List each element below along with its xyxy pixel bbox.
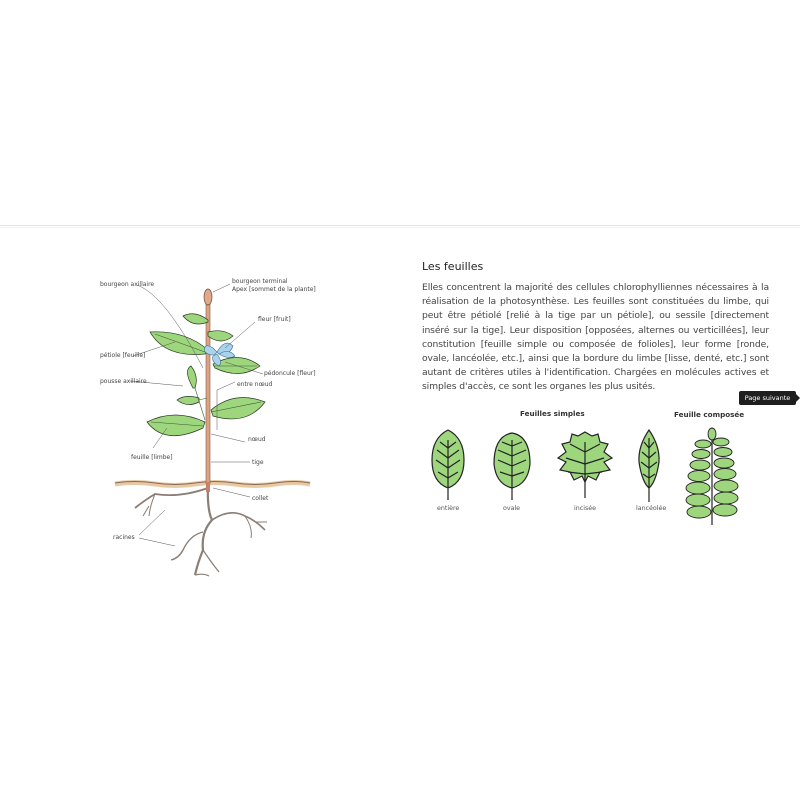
next-page-tooltip[interactable]: Page suivante bbox=[739, 391, 796, 405]
leaf-label-incisee: incisée bbox=[574, 505, 596, 512]
label-fleur: fleur [fruit] bbox=[258, 316, 291, 323]
label-entre-noeud: entre nœud bbox=[237, 381, 273, 388]
label-petiole: pétiole [feuille] bbox=[100, 352, 146, 359]
label-racines: racines bbox=[113, 534, 135, 541]
label-pousse-axillaire: pousse axillaire bbox=[100, 378, 147, 385]
page-top-divider-shadow bbox=[0, 227, 800, 228]
leaf-label-ovale: ovale bbox=[503, 505, 521, 512]
label-collet: collet bbox=[252, 495, 269, 502]
leaf-types-illustration bbox=[420, 420, 800, 530]
label-feuille-limbe: feuille [limbe] bbox=[131, 454, 173, 461]
label-tige: tige bbox=[252, 459, 264, 466]
leaf-label-lanceolee: lancéolée bbox=[636, 505, 667, 512]
label-noeud: nœud bbox=[248, 436, 266, 443]
heading-feuilles-simples: Feuilles simples bbox=[520, 409, 585, 418]
label-bourgeon-terminal: bourgeon terminal bbox=[232, 278, 288, 285]
heading-feuille-composee: Feuille composée bbox=[674, 410, 745, 419]
label-bourgeon-axillaire: bourgeon axillaire bbox=[100, 281, 155, 288]
label-pedoncule: pédoncule [fleur] bbox=[264, 370, 316, 377]
section-title: Les feuilles bbox=[422, 260, 484, 273]
leaf-label-entiere: entière bbox=[437, 505, 460, 512]
section-paragraph: Elles concentrent la majorité des cellules chlorophylliennes nécessaires à la réalisation de la photosynthèse. Les feuilles sont constituées du limbe, qui peut être pétiolé [relié à la tige par un pétiole], ou sessile [directement inséré sur la tige]. Leur disposition [opposées, alternes ou verticillées], leur constitution [feuille simple ou composée de folioles], leur forme [ronde, ovale, lancéolée, etc.], ainsi que la bordure du limbe [lisse, denté, etc.] sont autant de critères utiles à l'identification. Chargées en molécules actives et simples d'accès, ce sont les organes les plus usités. bbox=[422, 282, 769, 393]
plant-diagram bbox=[95, 270, 335, 580]
page-top-divider bbox=[0, 225, 800, 226]
label-apex: Apex [sommet de la plante] bbox=[232, 286, 316, 293]
